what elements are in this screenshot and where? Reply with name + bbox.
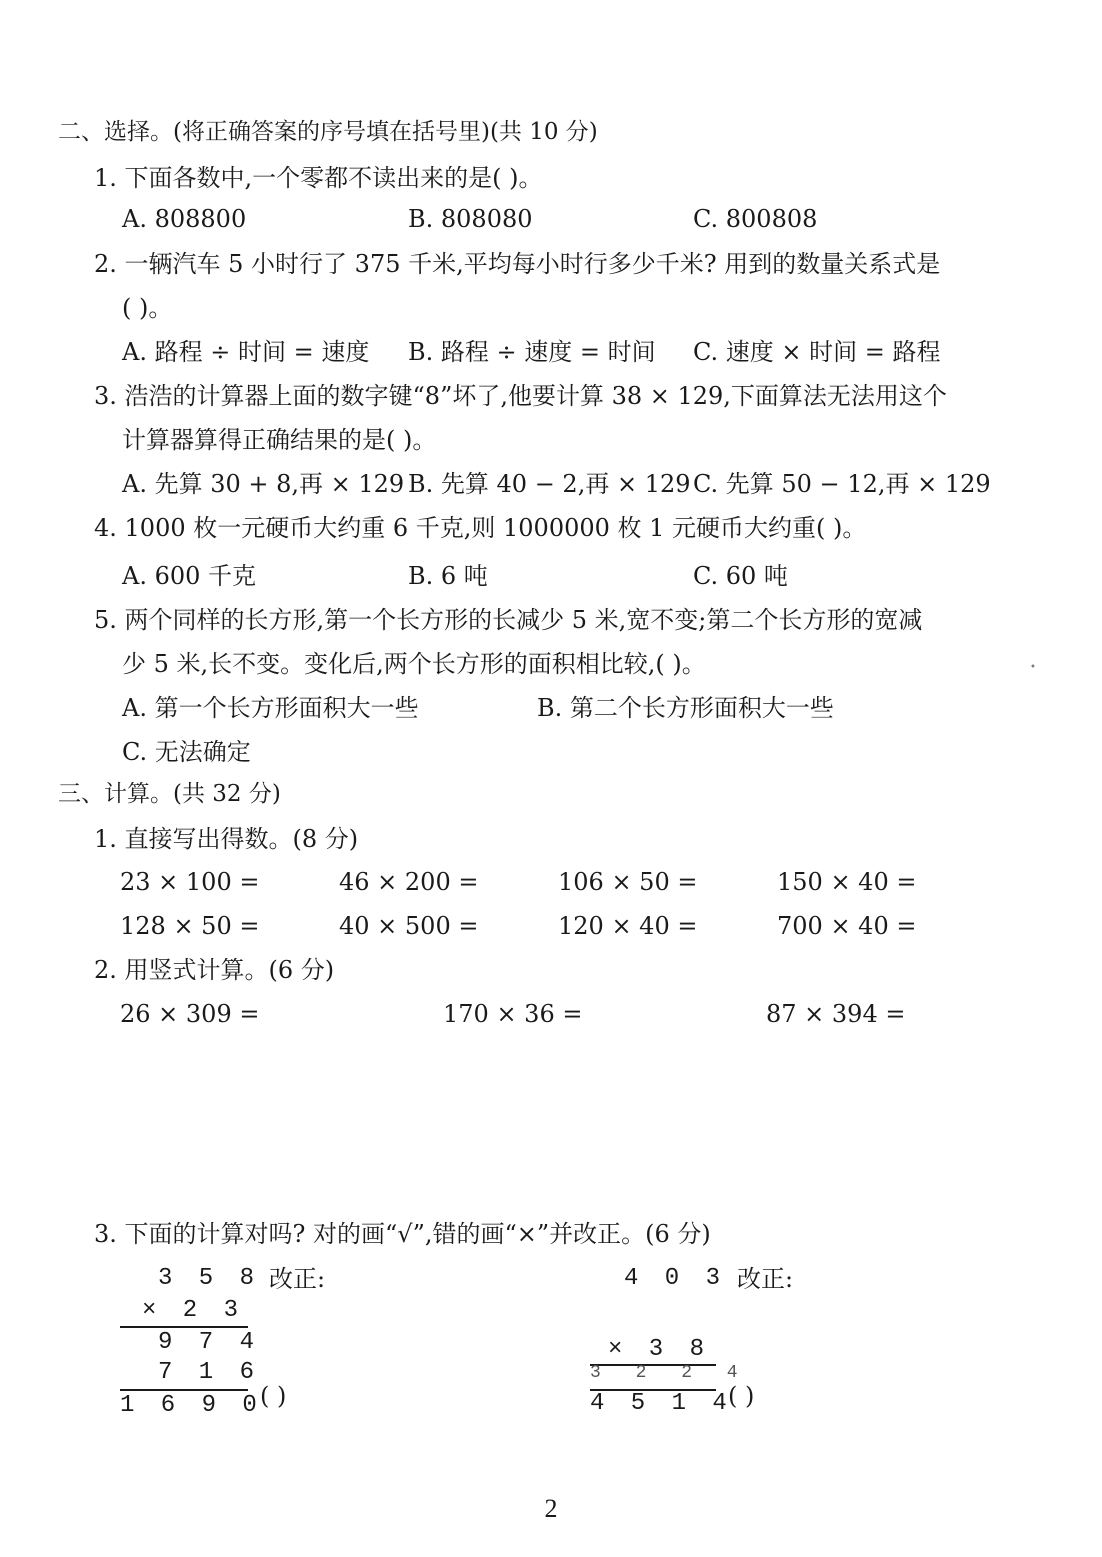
right-multiplier: × 3 8 (607, 1336, 710, 1363)
q4-stem: 4. 1000 枚一元硬币大约重 6 千克,则 1000000 枚 1 元硬币大约重( )。 (94, 514, 867, 542)
p2-item-2: 170 × 36 = (443, 1000, 583, 1028)
q3-stem-cont: 计算器算得正确结果的是( )。 (122, 426, 437, 454)
q4-option-a: A. 600 千克 (122, 562, 257, 590)
p1-r1-c1: 23 × 100 = (120, 868, 260, 896)
q1-stem: 1. 下面各数中,一个零都不读出来的是( )。 (94, 164, 543, 192)
p1-r1-c3: 106 × 50 = (558, 868, 698, 896)
p1-r2-c3: 120 × 40 = (558, 912, 698, 940)
left-rule-2 (120, 1389, 248, 1391)
right-correct-label: 改正: (737, 1265, 794, 1293)
right-result: 4 5 1 4 (590, 1390, 733, 1417)
q3-stem: 3. 浩浩的计算器上面的数字键“8”坏了,他要计算 38 × 129,下面算法无法用这个 (94, 382, 947, 410)
p1-r1-c4: 150 × 40 = (777, 868, 917, 896)
p1-label: 1. 直接写出得数。(8 分) (94, 825, 359, 853)
q4-option-c: C. 60 吨 (693, 562, 788, 590)
p2-item-3: 87 × 394 = (766, 1000, 906, 1028)
scan-mark: • (1030, 662, 1036, 673)
q2-stem: 2. 一辆汽车 5 小时行了 375 千米,平均每小时行多少千米? 用到的数量关系式是 (94, 250, 941, 278)
q5-stem-cont: 少 5 米,长不变。变化后,两个长方形的面积相比较,( )。 (122, 650, 706, 678)
left-partial-1: 9 7 4 (158, 1329, 261, 1356)
q5-option-c: C. 无法确定 (122, 738, 251, 766)
left-multiplier: × 2 3 (141, 1297, 244, 1324)
q3-option-b: B. 先算 40 − 2,再 × 129 (408, 470, 691, 498)
q5-stem: 5. 两个同样的长方形,第一个长方形的长减少 5 米,宽不变;第二个长方形的宽减 (94, 606, 923, 634)
q1-option-c: C. 800808 (693, 205, 818, 233)
p1-r2-c1: 128 × 50 = (120, 912, 260, 940)
q1-option-a: A. 808800 (122, 205, 247, 233)
section2-title: 二、选择。(将正确答案的序号填在括号里)(共 10 分) (58, 119, 598, 145)
p2-label: 2. 用竖式计算。(6 分) (94, 956, 335, 984)
q4-option-b: B. 6 吨 (408, 562, 488, 590)
p2-item-1: 26 × 309 = (120, 1000, 260, 1028)
right-answer-paren: ( ) (728, 1382, 755, 1410)
q2-option-b: B. 路程 ÷ 速度 = 时间 (408, 338, 656, 366)
right-partial-1: 3 2 2 4 (590, 1363, 750, 1383)
q2-option-a: A. 路程 ÷ 时间 = 速度 (122, 338, 370, 366)
right-multiplicand: 4 0 3 (624, 1265, 727, 1292)
p1-r1-c2: 46 × 200 = (339, 868, 479, 896)
left-correct-label: 改正: (269, 1265, 326, 1293)
page-number: 2 (544, 1494, 558, 1523)
q3-option-c: C. 先算 50 − 12,再 × 129 (693, 470, 991, 498)
q5-option-a: A. 第一个长方形面积大一些 (122, 694, 419, 722)
left-partial-2: 7 1 6 (158, 1359, 261, 1386)
p3-label: 3. 下面的计算对吗? 对的画“√”,错的画“×”并改正。(6 分) (94, 1220, 711, 1248)
q2-stem-cont: ( )。 (122, 294, 173, 322)
left-rule-1 (120, 1326, 248, 1328)
p1-r2-c2: 40 × 500 = (339, 912, 479, 940)
left-result: 1 6 9 0 (120, 1392, 263, 1419)
left-multiplicand: 3 5 8 (158, 1265, 261, 1292)
section3-title: 三、计算。(共 32 分) (58, 781, 281, 807)
q1-option-b: B. 808080 (408, 205, 533, 233)
p1-r2-c4: 700 × 40 = (777, 912, 917, 940)
q3-option-a: A. 先算 30 + 8,再 × 129 (122, 470, 405, 498)
q5-option-b: B. 第二个长方形面积大一些 (537, 694, 834, 722)
left-answer-paren: ( ) (260, 1382, 287, 1410)
q2-option-c: C. 速度 × 时间 = 路程 (693, 338, 941, 366)
